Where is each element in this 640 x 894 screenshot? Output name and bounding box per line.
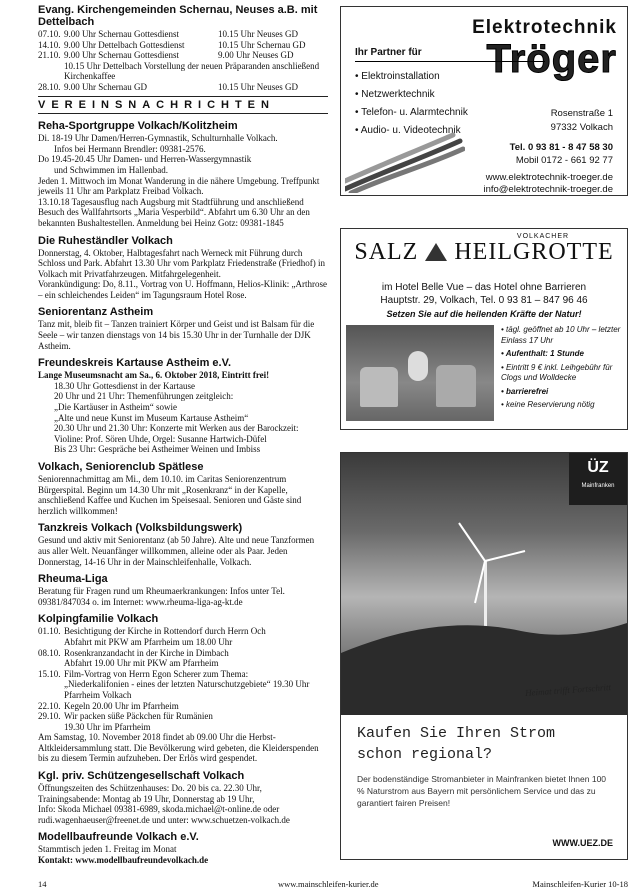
modellbau-contact: Kontakt: www.modellbaufreundevolkach.de xyxy=(38,855,209,866)
cable-image xyxy=(345,131,465,193)
wind-turbine-photo xyxy=(341,453,627,715)
lamp xyxy=(408,351,428,381)
schuetzen-title: Kgl. priv. Schützengesellschaft Volkach xyxy=(38,770,245,783)
uez-logo-box xyxy=(569,453,627,505)
reha-line: Di. 18-19 Uhr Damen/Herren-Gymnastik, Schulturnhalle Volkach. xyxy=(38,133,278,144)
salz-bullets: • tägl. geöffnet ab 10 Uhr – letzter Einlass 17 Uhr • Aufenthalt: 1 Stunde • Eintritt 9 € inkl. Leihgebühr für Clogs und Wolldecke • barrierefrei • keine Reservierung nötig xyxy=(501,325,621,409)
troeger-service: • Telefon- u. Alarmtechnik xyxy=(355,107,468,118)
troeger-service: • Audio- u. Videotechnik xyxy=(355,125,461,136)
salz-info: im Hotel Belle Vue – das Hotel ohne Barrieren Hauptstr. 29, Volkach, Tel. 0 93 81 – 847 96 46 xyxy=(380,282,588,306)
salz-title xyxy=(341,233,627,264)
reha-line: Jeden 1. Mittwoch im Monat Wanderung in die nähere Umgebung. Treffpunkt jeweils 11 Uhr am Parkplatz Freibad Volkach. xyxy=(38,175,320,197)
page-number: 14 xyxy=(38,879,47,889)
seniorentanz-text: Tanz mit, bleib fit – Tanzen trainiert Körper und Geist und ist Balsam für die Seele – wir tanzen dienstags von 14 bis 15.30 Uhr in der Turnhalle der DJK Astheim. xyxy=(38,319,315,351)
troeger-services xyxy=(355,68,468,140)
troeger-service: • Elektroinstallation xyxy=(355,71,440,82)
left-column xyxy=(38,4,328,866)
spaetlese-text: Seniorennachmittag am Mi., dem 10.10. im Caritas Seniorenzentrum Bürgerspital. Beginn um 14.30 Uhr mit „Rosenkranz“ in der Kapelle, anschließend Kaffee und Kuchen im Speisesaal. Senioren und Gäste sind herzlich willkommen! xyxy=(38,474,302,516)
salz-title-right: HEILGROTTE xyxy=(454,239,614,265)
spaetlese-title: Volkach, Seniorenclub Spätlese xyxy=(38,461,204,473)
kolping-title: Kolpingfamilie Volkach xyxy=(38,613,159,626)
troeger-address: Rosenstraße 1 97332 Volkach xyxy=(550,108,613,133)
ruhestaendler-title: Die Ruheständler Volkach xyxy=(38,234,173,247)
reha-line: Infos bei Hermann Brendler: 09381-2576. xyxy=(54,143,206,154)
tanzkreis-text: Gesund und aktiv mit Seniorentanz (ab 50 Jahre). Alte und neue Tanzformen aus aller Welt. Neuanfänger willkommen, alleine oder als Paar. Jeden Donnerstag, 14-16 Uhr in der Mainschleifenhalle, Volkach. xyxy=(38,535,315,567)
kartause-line: 20 Uhr und 21 Uhr: Themenführungen zeitgleich: xyxy=(54,391,234,402)
church-row: 07.10. 9.00 Uhr Schernau Gottesdienst 10.15 Uhr Neuses GD xyxy=(38,29,298,39)
ad-salzgrotte xyxy=(340,228,628,430)
modellbau-title: Modellbaufreunde Volkach e.V. xyxy=(38,831,199,844)
schuetzen-line: Öffnungszeiten des Schützenhauses: Do. 20 bis ca. 22.30 Uhr, xyxy=(38,783,262,794)
kolping-sub: 19.30 Uhr im Pfarrheim xyxy=(64,721,151,732)
troeger-partner: Ihr Partner für xyxy=(355,47,422,58)
ad-uez xyxy=(340,452,628,860)
church-schedule xyxy=(38,29,328,93)
kolping-closing: Am Samstag, 10. November 2018 findet ab 09.00 Uhr die Herbst-Altkleidersammlung statt. Die Bevölkerung wird gebeten, die Kleiderspenden bis zu diesem Termin aufzuheben. Der Erlös wird gespendet. xyxy=(38,732,319,764)
kolping-row: 22.10. Kegeln 20.00 Uhr im Pfarrheim xyxy=(38,700,179,711)
kartause-line: 20.30 Uhr und 21.30 Uhr: Konzerte mit Werken aus der Barockzeit: xyxy=(54,423,299,434)
uez-body: Der bodenständige Stromanbieter in Mainfranken bietet Ihnen 100 % Naturstrom aus Bayern mit persönlichem Service und das zu garantiert fairen Preisen! xyxy=(357,774,607,808)
divider xyxy=(355,61,545,62)
modellbau-text: Stammtisch jeden 1. Freitag im Monat xyxy=(38,844,177,855)
seniorentanz-title: Seniorentanz Astheim xyxy=(38,306,154,319)
kolping-row: 29.10. Wir packen süße Päckchen für Rumänien xyxy=(38,711,213,722)
church-row: 28.10. 9.00 Uhr Schernau GD 10.15 Uhr Neuses GD xyxy=(38,81,298,92)
rheuma-title: Rheuma-Liga xyxy=(38,573,108,586)
troeger-email-link[interactable]: info@elektrotechnik-troeger.de xyxy=(483,184,613,195)
grotto-photo xyxy=(346,325,494,421)
kartause-line: „Alte und neue Kunst im Museum Kartause Astheim“ xyxy=(54,412,249,423)
troeger-service: • Netzwerktechnik xyxy=(355,89,435,100)
troeger-phone: Tel. 0 93 81 - 8 47 58 30 Mobil 0172 - 661 92 77 xyxy=(509,142,613,166)
rheuma-text: Beratung für Fragen rund um Rheumaerkrankungen: Infos unter Tel. 09381/847034 o. im Internet: www.rheuma-liga-ag-kt.de xyxy=(38,586,285,607)
schuetzen-line: Trainingsabende: Montag ab 19 Uhr, Donnerstag ab 19 Uhr, xyxy=(38,793,255,804)
footer-issue: Mainschleifen-Kurier 10-18 xyxy=(532,879,628,889)
tanzkreis-title: Tanzkreis Volkach (Volksbildungswerk) xyxy=(38,522,243,535)
kartause-line: Bis 23 Uhr: Gespräche bei Astheimer Weinen und Imbiss xyxy=(54,444,261,455)
divider xyxy=(38,113,328,114)
ruhestaendler-text2: Vorankündigung: Do, 8.11., Vortrag von U. Hoffmann, Helios-Klinik: „Arthrose – ein schleichendes Leiden“ im Tagungsraum Hotel Rose. xyxy=(38,279,327,300)
divider xyxy=(38,96,328,97)
ruhestaendler-text: Donnerstag, 4. Oktober, Halbtagesfahrt nach Werneck mit Führung durch Schloss und Park. Abfahrt 13.30 Uhr vom Parkplatz Friedenstraße (Friedhof) in Volkach mit Privatfahrzeugen. Mitfahrgelegenheit. xyxy=(38,247,325,279)
church-row: 21.10. 9.00 Uhr Schernau Gottesdienst 9.00 Uhr Neuses GD xyxy=(38,50,294,61)
kartause-line: Violine: Prof. Sören Uhde, Orgel: Susanne Hartwich-Düfel xyxy=(54,433,267,444)
church-title: Evang. Kirchengemeinden Schernau, Neuses a.B. mit Dettelbach xyxy=(38,4,318,28)
kolping-row: 01.10. Besichtigung der Kirche in Rottendorf durch Herrn Och xyxy=(38,626,266,637)
kartause-title: Freundeskreis Kartause Astheim e.V. xyxy=(38,357,231,370)
troeger-web-link[interactable]: www.elektrotechnik-troeger.de xyxy=(485,172,613,183)
uez-web-link[interactable]: WWW.UEZ.DE xyxy=(552,838,613,848)
salz-title-left: SALZ xyxy=(354,239,419,265)
schuetzen-line: Info: Skoda Michael 09381-6989, skoda.michael@t-online.de oder xyxy=(38,804,280,815)
reha-line: 13.10.18 Tagesausflug nach Augsburg mit Stadtführung und anschließend Besuch des Wallfahrtsorts „Maria Vesperbild“. Abfahrt um 6.30 Uhr an den bekannten Bushaltestellen. Anmeldung bei Heinz Gotz: 09381-1845 xyxy=(38,196,310,228)
kolping-row: 08.10. Rosenkranzandacht in der Kirche in Dimbach xyxy=(38,647,229,658)
uez-logo-sub: Mainfranken xyxy=(581,483,615,489)
kolping-sub: „Niederkalifonien - eines der letzten Naturschutzgebiete“ 19.30 Uhr Pfarrheim Volkach xyxy=(64,679,310,700)
uez-script: Heimat trifft Fortschritt xyxy=(524,682,612,698)
troeger-brand-top: Elektrotechnik xyxy=(472,17,617,38)
armchair-right xyxy=(436,365,476,407)
mountain-icon xyxy=(425,243,447,261)
uez-headline: Kaufen Sie Ihren Strom schon regional? xyxy=(357,725,556,763)
kolping-sub: Abfahrt 19.00 Uhr mit PKW am Pfarrheim xyxy=(64,658,219,669)
kolping-row: 15.10. Film-Vortrag von Herrn Egon Scherer zum Thema: xyxy=(38,668,249,679)
uez-logo: ÜZ xyxy=(587,459,609,476)
reha-line: und Schwimmen im Hallenbad. xyxy=(54,164,168,175)
salz-slogan: Setzen Sie auf die heilenden Kräfte der Natur! xyxy=(386,309,582,319)
church-note: 10.15 Uhr Dettelbach Vorstellung der neuen Präparanden anschließend Kirchenkaffee xyxy=(64,60,320,82)
kartause-line: 18.30 Uhr Gottesdienst in der Kartause xyxy=(54,380,195,391)
church-row: 14.10. 9.00 Uhr Dettelbach Gottesdienst 10.15 Uhr Schernau GD xyxy=(38,39,306,50)
vereinsnachrichten-heading: VEREINSNACHRICHTEN xyxy=(38,98,275,111)
troeger-brand-main: Tröger xyxy=(486,37,617,81)
reha-line: Do 19.45-20.45 Uhr Damen- und Herren-Wassergymnastik xyxy=(38,154,252,165)
armchair-left xyxy=(360,367,398,407)
footer-site[interactable]: www.mainschleifen-kurier.de xyxy=(278,879,379,889)
troeger-web xyxy=(483,172,613,196)
reha-title: Reha-Sportgruppe Volkach/Kolitzheim xyxy=(38,120,238,133)
schuetzen-line: rudi.wagenhaeuser@freenet.de und unter: www.schuetzen-volkach.de xyxy=(38,814,290,825)
ad-troeger xyxy=(340,6,628,196)
kartause-line: „Die Kartäuser in Astheim“ sowie xyxy=(54,402,177,413)
kolping-sub: Abfahrt mit PKW am Pfarrheim um 18.00 Uhr xyxy=(64,636,233,647)
salz-volkacher: VOLKACHER xyxy=(516,233,570,240)
kartause-intro: Lange Museumsnacht am Sa., 6. Oktober 2018, Eintritt frei! xyxy=(38,370,270,381)
